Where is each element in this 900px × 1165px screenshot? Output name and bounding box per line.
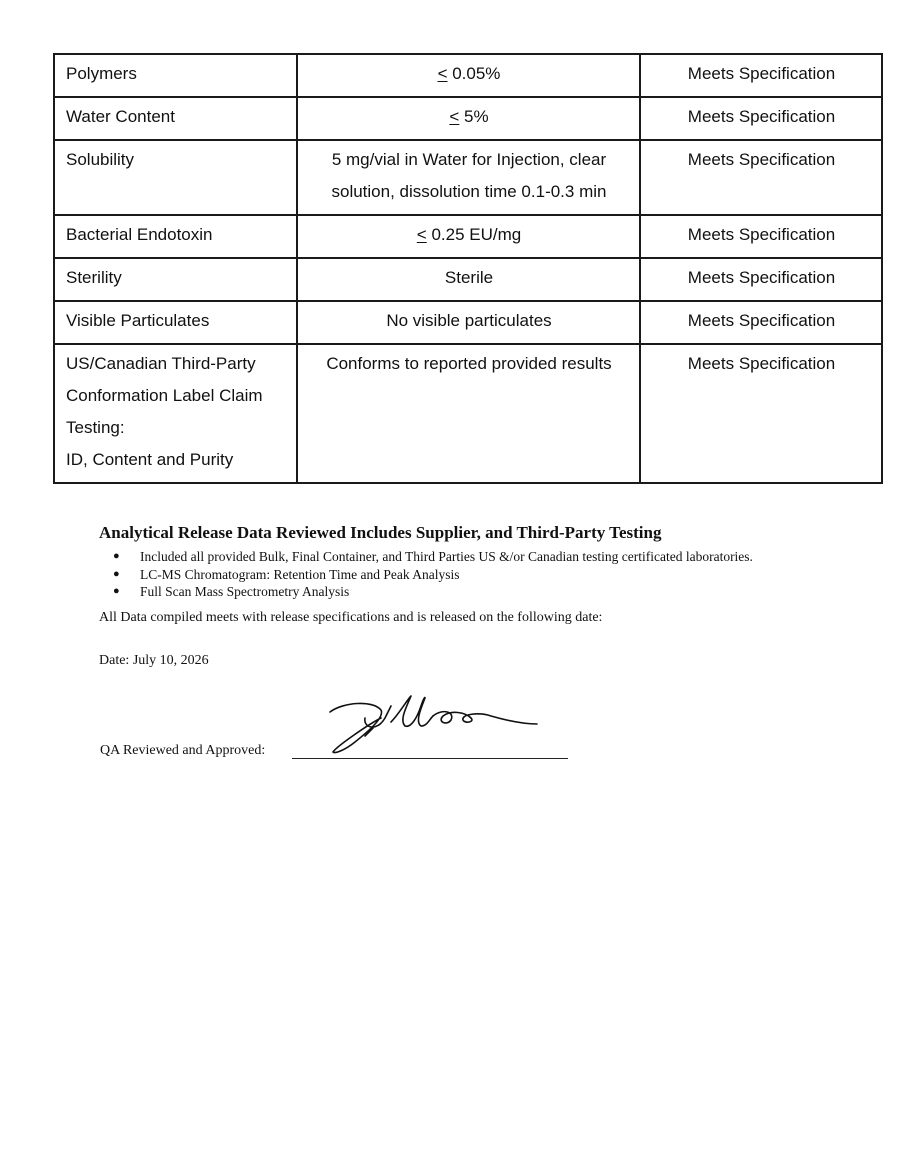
- test-name: Sterility: [66, 268, 122, 287]
- specification-value: 0.05%: [447, 64, 501, 83]
- list-item-text: Included all provided Bulk, Final Container, and Third Parties US &/or Canadian testing certificated laboratories.: [140, 549, 753, 564]
- result-value: Meets Specification: [687, 354, 836, 373]
- less-or-equal-symbol: <: [449, 107, 460, 126]
- table-row: [54, 258, 882, 301]
- list-item: [113, 583, 819, 601]
- result-value: Meets Specification: [687, 150, 836, 169]
- test-name: Bacterial Endotoxin: [66, 225, 213, 244]
- result-cell: [640, 97, 882, 140]
- list-item: [113, 566, 819, 584]
- table-row: [54, 140, 882, 215]
- specification-table-body: [54, 54, 882, 483]
- result-value: Meets Specification: [687, 311, 836, 330]
- list-item-text: LC-MS Chromatogram: Retention Time and Peak Analysis: [140, 566, 460, 582]
- test-name-line: ID, Content and Purity: [66, 450, 234, 469]
- test-name-cell: [54, 215, 297, 258]
- test-name: Visible Particulates: [66, 311, 210, 330]
- result-cell: [640, 258, 882, 301]
- specification-value: Sterile: [444, 268, 494, 287]
- bullet-icon: ●: [113, 550, 120, 562]
- result-value: Meets Specification: [687, 268, 836, 287]
- test-name: Water Content: [66, 107, 175, 126]
- review-bullet-list: [99, 548, 819, 601]
- result-cell: [640, 301, 882, 344]
- table-row: [54, 97, 882, 140]
- specification-cell: [297, 344, 640, 483]
- specification-value: Conforms to reported provided results: [326, 354, 612, 373]
- specification-value: No visible particulates: [386, 311, 552, 330]
- table-row: [54, 54, 882, 97]
- signature-line: [292, 758, 568, 759]
- test-name-cell: [54, 301, 297, 344]
- test-name-cell: [54, 258, 297, 301]
- test-name-cell: [54, 344, 297, 483]
- list-item-text: Full Scan Mass Spectrometry Analysis: [140, 584, 350, 599]
- specification-value: 5%: [459, 107, 489, 126]
- result-value: Meets Specification: [687, 225, 836, 244]
- specification-cell: [297, 301, 640, 344]
- test-name: Polymers: [66, 64, 137, 83]
- specification-value: 5 mg/vial in Water for Injection, clear solution, dissolution time 0.1-0.3 min: [331, 150, 607, 201]
- specification-cell: [297, 54, 640, 97]
- signature-icon: [325, 688, 555, 758]
- specification-cell: [297, 140, 640, 215]
- less-or-equal-symbol: <: [416, 225, 427, 244]
- specification-cell: [297, 215, 640, 258]
- less-or-equal-symbol: <: [437, 64, 448, 83]
- result-cell: [640, 54, 882, 97]
- qa-approval-label: QA Reviewed and Approved:: [100, 743, 266, 758]
- test-name-line: Conformation Label Claim: [66, 386, 263, 405]
- review-heading: Analytical Release Data Reviewed Includes Supplier, and Third-Party Testing: [99, 523, 662, 542]
- bullet-icon: ●: [113, 585, 120, 597]
- release-date: Date: July 10, 2026: [99, 652, 209, 668]
- table-row: [54, 344, 882, 483]
- result-cell: [640, 140, 882, 215]
- table-row: [54, 215, 882, 258]
- test-name-line: US/Canadian Third-Party: [66, 354, 256, 373]
- specification-cell: [297, 258, 640, 301]
- result-value: Meets Specification: [687, 107, 836, 126]
- test-name-line: Testing:: [66, 418, 125, 437]
- specification-cell: [297, 97, 640, 140]
- compiled-statement: All Data compiled meets with release specifications and is released on the following date:: [99, 609, 603, 625]
- test-name-cell: [54, 54, 297, 97]
- specification-value: 0.25 EU/mg: [426, 225, 522, 244]
- result-cell: [640, 344, 882, 483]
- table-row: [54, 301, 882, 344]
- result-value: Meets Specification: [687, 64, 836, 83]
- test-name-cell: [54, 97, 297, 140]
- test-name-cell: [54, 140, 297, 215]
- test-name: Solubility: [66, 150, 135, 169]
- list-item: [113, 548, 819, 566]
- bullet-icon: ●: [113, 567, 120, 580]
- specification-table: [53, 53, 883, 484]
- release-summary: [99, 522, 819, 670]
- result-cell: [640, 215, 882, 258]
